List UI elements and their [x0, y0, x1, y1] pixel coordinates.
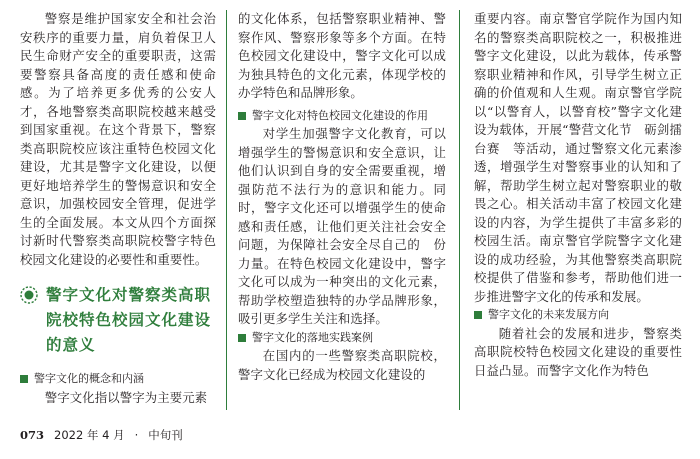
page-footer	[20, 427, 183, 443]
page-number: 073	[20, 428, 45, 442]
subheading-text: 警字文化的落地实践案例	[252, 330, 373, 344]
section-bullet-icon	[20, 286, 38, 304]
subheading-text: 警字文化的未来发展方向	[488, 308, 609, 321]
column-2	[238, 10, 446, 384]
separator: ·	[134, 428, 139, 442]
paragraph: 对学生加强警字文化教育，可以增强学生的警惕意识和安全意识，让他们认识到自身的安全需要重视，增强防范不法行为的意识和能力。同时，警字文化还可以增强学生的使命感和责任感，让他们更关注社会安全问题，为保障社会安全尽自己的 份力量。在特色校园文化建设中，警字文化可以成为一种突出的文化元素，帮助学校塑造独特的办学品牌形象，吸引更多学生关注和选择。	[238, 126, 446, 326]
subheading-role	[238, 107, 446, 126]
column-divider	[226, 10, 227, 410]
square-bullet-icon	[238, 334, 246, 342]
paragraph: 警字文化指以警字为主要元素	[44, 389, 208, 405]
subheading-future	[474, 306, 682, 325]
issue-date: 2022 年 4 月	[54, 428, 125, 442]
section-title: 警字文化对警察类高职院校特色校园文化建设的意义	[46, 286, 212, 354]
column-divider	[459, 10, 460, 410]
paragraph: 重要内容。南京警官学院作为国内知名的警察类高职院校之一，积极推进警字文化建设，以此为载体，传承警察职业精神和作风，引导学生树立正确的价值观和人生观。南京警官学院以“以警育人，以警育校”警字文化建设为载体，开展“警营文化节 砺剑擂台赛 等活动，通过警察文化元素渗透，增强学生对警察事业的认知和了解，帮助学生树立起对警察职业的敬畏之心。相关活动丰富了校园文化建设的内容，为学生提供了丰富多彩的校园生活。南京警官学院警字文化建设的成功经验，为其他警察类高职院校提供了借鉴和参考，帮助他们进一步推进警字文化的传承和发展。	[474, 11, 682, 304]
square-bullet-icon	[20, 375, 28, 383]
paragraph: 随着社会的发展和进步，警察类高职院校特色校园文化建设的重要性日益凸显。而警字文化作为特色	[474, 325, 682, 378]
square-bullet-icon	[238, 112, 246, 120]
subheading-text: 警字文化对特色校园文化建设的作用	[252, 108, 428, 122]
section-heading	[20, 283, 216, 358]
subheading-text: 警字文化的概念和内涵	[34, 372, 144, 385]
paragraph: 在国内的一些警察类高职院校，警字文化已经成为校园文化建设的	[238, 348, 446, 382]
square-bullet-icon	[474, 311, 482, 319]
subheading-cases	[238, 329, 446, 348]
issue-name: 中旬刊	[148, 428, 183, 442]
paragraph: 的文化体系，包括警察职业精神、警察作风、警察形象等多个方面。在特色校园文化建设中，警字文化可以成为独具特色的文化元素，体现学校的办学特色和品牌形象。	[238, 11, 446, 100]
intro-paragraph: 警察是维护国家安全和社会治安秩序的重要力量，肩负着保卫人民生命财产安全的重要职责，这需要警察具备高度的责任感和使命感。为了培养更多优秀的公安人才，各地警察类高职院校越来越受到国家重视。在这个背景下，警察类高职院校应该注重特色校园文化建设，尤其是警字文化建设，以便更好地培养学生的警惕意识和安全意识，加强校园安全管理，促进学生的全面发展。本文从四个方面探讨新时代警察类高职院校警字特色校园文化建设的必要性和重要性。	[20, 11, 216, 267]
column-3	[474, 10, 682, 380]
column-1	[20, 10, 216, 407]
subheading-concept	[20, 370, 216, 389]
